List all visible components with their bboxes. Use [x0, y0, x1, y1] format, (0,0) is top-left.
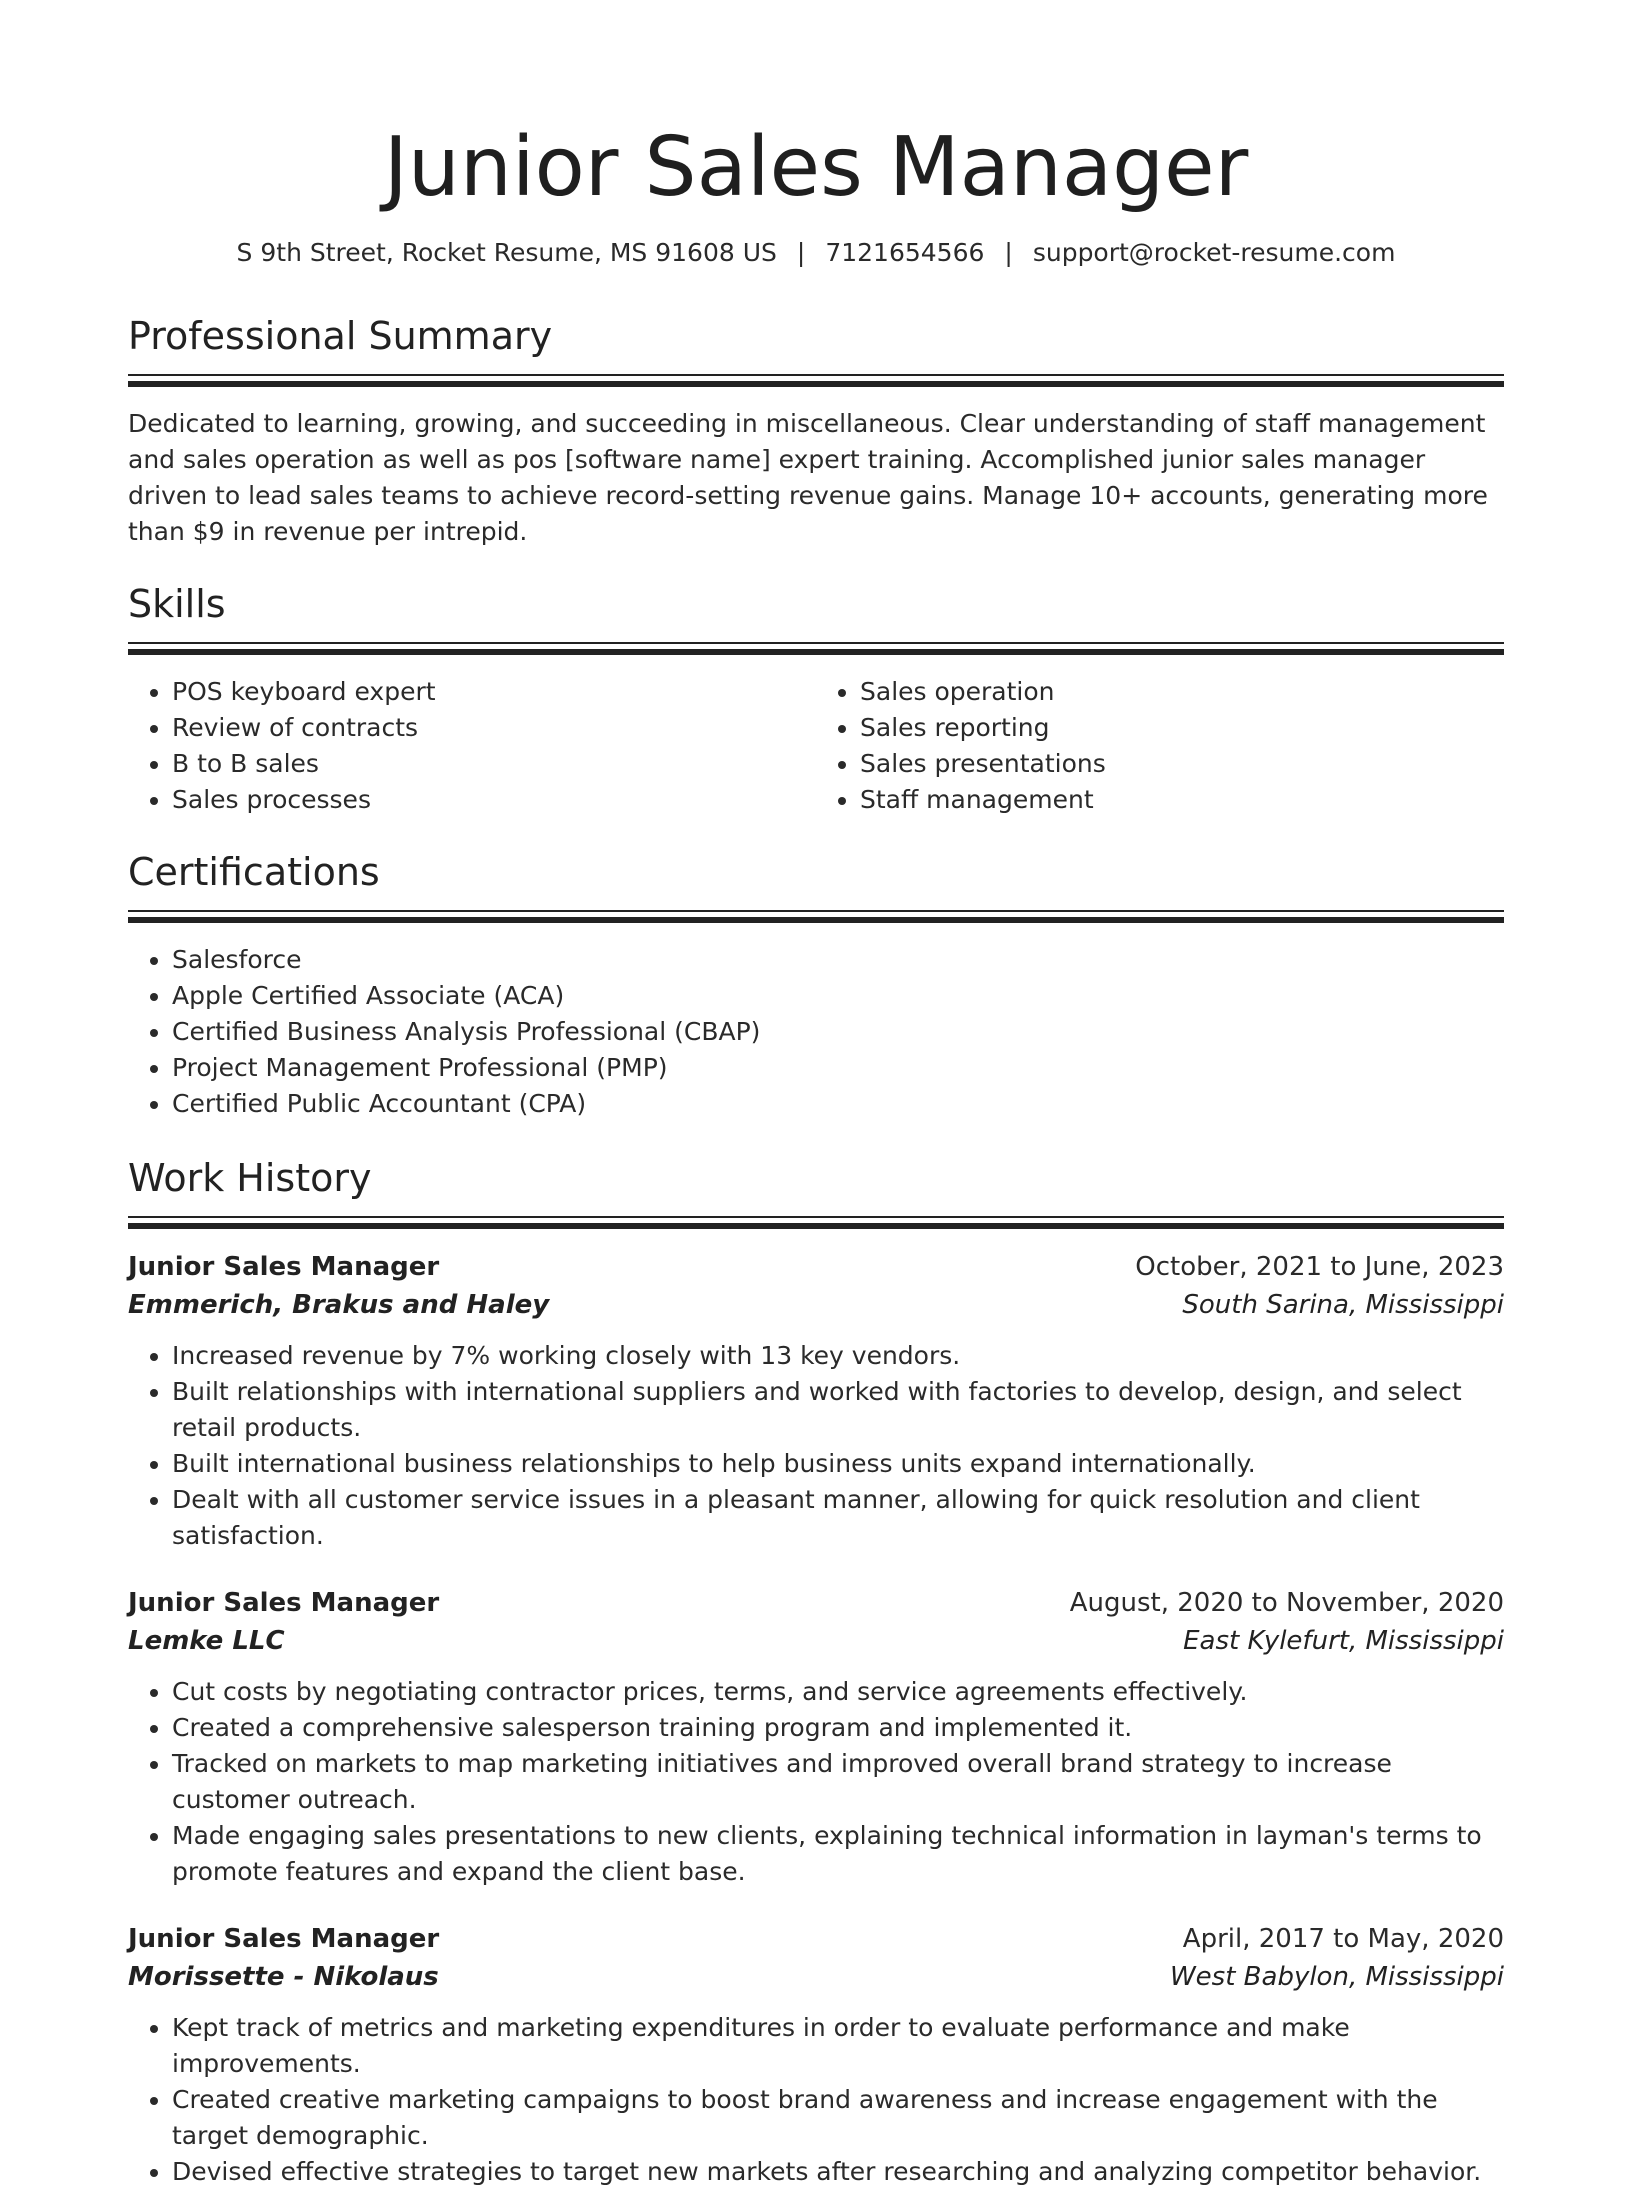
skill-item: • Sales processes	[172, 782, 816, 818]
contact-phone: 7121654566	[825, 238, 985, 267]
section-divider	[128, 910, 1504, 924]
contact-email: support@rocket-resume.com	[1032, 238, 1396, 267]
job-title: Junior Sales Manager	[128, 1252, 440, 1282]
certifications-section	[128, 846, 1504, 1122]
resume-name: Junior Sales Manager	[383, 120, 1249, 215]
skills-heading: Skills	[128, 582, 226, 626]
job-bullets	[128, 1674, 1504, 1890]
certification-item: • Project Management Professional (PMP)	[172, 1050, 1504, 1086]
contact-separator: |	[1004, 238, 1013, 267]
skill-item: • Sales reporting	[860, 710, 1504, 746]
skills-list-left	[128, 674, 816, 818]
certifications-list	[128, 942, 1504, 1122]
contact-separator: |	[796, 238, 806, 267]
skill-item: • Sales operation	[860, 674, 1504, 710]
job-dates: August, 2020 to November, 2020	[1069, 1588, 1504, 1618]
job-location: South Sarina, Mississippi	[1182, 1290, 1504, 1320]
job-company-row	[128, 1958, 1504, 1996]
job-company: Emmerich, Brakus and Haley	[128, 1290, 550, 1320]
job-bullet: • Kept track of metrics and marketing expenditures in order to evaluate performance and make improvements.	[172, 2010, 1504, 2082]
job-dates: April, 2017 to May, 2020	[1182, 1924, 1504, 1954]
job-bullets	[128, 2010, 1504, 2190]
resume-page	[128, 0, 1504, 2190]
job-location: East Kylefurt, Mississippi	[1183, 1626, 1504, 1656]
job-title: Junior Sales Manager	[128, 1588, 440, 1618]
work-history-section	[128, 1152, 1504, 2190]
job-bullets	[128, 1338, 1504, 1554]
job-company: Lemke LLC	[128, 1626, 285, 1656]
summary-section	[128, 310, 1504, 550]
job-header-row	[128, 1920, 1504, 1958]
job-bullet: • Built international business relationships to help business units expand internationally.	[172, 1446, 1504, 1482]
job-bullet: • Devised effective strategies to target new markets after researching and analyzing competitor behavior.	[172, 2154, 1504, 2190]
section-divider	[128, 1216, 1504, 1230]
job-entry	[128, 1920, 1504, 2190]
job-company-row	[128, 1286, 1504, 1324]
job-header-row	[128, 1584, 1504, 1622]
certification-item: • Salesforce	[172, 942, 1504, 978]
certification-item: • Certified Business Analysis Professional (CBAP)	[172, 1014, 1504, 1050]
job-bullet: • Cut costs by negotiating contractor prices, terms, and service agreements effectively.	[172, 1674, 1504, 1710]
job-bullet: • Tracked on markets to map marketing initiatives and improved overall brand strategy to increase customer outreach.	[172, 1746, 1504, 1818]
skills-list-right	[816, 674, 1504, 818]
certifications-heading: Certifications	[128, 850, 380, 894]
job-location: West Babylon, Mississippi	[1169, 1962, 1504, 1992]
skill-item: • Review of contracts	[172, 710, 816, 746]
skill-item: • Staff management	[860, 782, 1504, 818]
certification-item: • Certified Public Accountant (CPA)	[172, 1086, 1504, 1122]
section-divider	[128, 642, 1504, 656]
job-company-row	[128, 1622, 1504, 1660]
job-bullet: • Dealt with all customer service issues in a pleasant manner, allowing for quick resolution and client satisfaction.	[172, 1482, 1504, 1554]
skills-grid	[128, 674, 1504, 818]
job-bullet: • Increased revenue by 7% working closely with 13 key vendors.	[172, 1338, 1504, 1374]
skill-item: • POS keyboard expert	[172, 674, 816, 710]
job-header-row	[128, 1248, 1504, 1286]
contact-address: S 9th Street, Rocket Resume, MS 91608 US	[236, 238, 777, 267]
job-dates: October, 2021 to June, 2023	[1135, 1252, 1504, 1282]
job-bullet: • Built relationships with international suppliers and worked with factories to develop, design, and select retail products.	[172, 1374, 1504, 1446]
contact-line	[128, 236, 1504, 270]
work-history-heading: Work History	[128, 1156, 372, 1200]
summary-text: Dedicated to learning, growing, and succeeding in miscellaneous. Clear understanding of staff management and sales operation as well as pos [software name] expert training. Accomplished junior sales manager driven to lead sales teams to achieve record-setting revenue gains. Manage 10+ accounts, generating more than $9 in revenue per intrepid.	[128, 409, 1488, 546]
job-entry	[128, 1248, 1504, 1554]
job-bullet: • Created creative marketing campaigns to boost brand awareness and increase engagement with the target demographic.	[172, 2082, 1504, 2154]
skill-item: • Sales presentations	[860, 746, 1504, 782]
job-company: Morissette - Nikolaus	[128, 1962, 439, 1992]
job-entry	[128, 1584, 1504, 1890]
job-title: Junior Sales Manager	[128, 1924, 440, 1954]
job-bullet: • Made engaging sales presentations to new clients, explaining technical information in layman's terms to promote features and expand the client base.	[172, 1818, 1504, 1890]
skills-section	[128, 578, 1504, 818]
summary-heading: Professional Summary	[128, 314, 553, 358]
skill-item: • B to B sales	[172, 746, 816, 782]
certification-item: • Apple Certified Associate (ACA)	[172, 978, 1504, 1014]
job-bullet: • Created a comprehensive salesperson training program and implemented it.	[172, 1710, 1504, 1746]
section-divider	[128, 374, 1504, 388]
